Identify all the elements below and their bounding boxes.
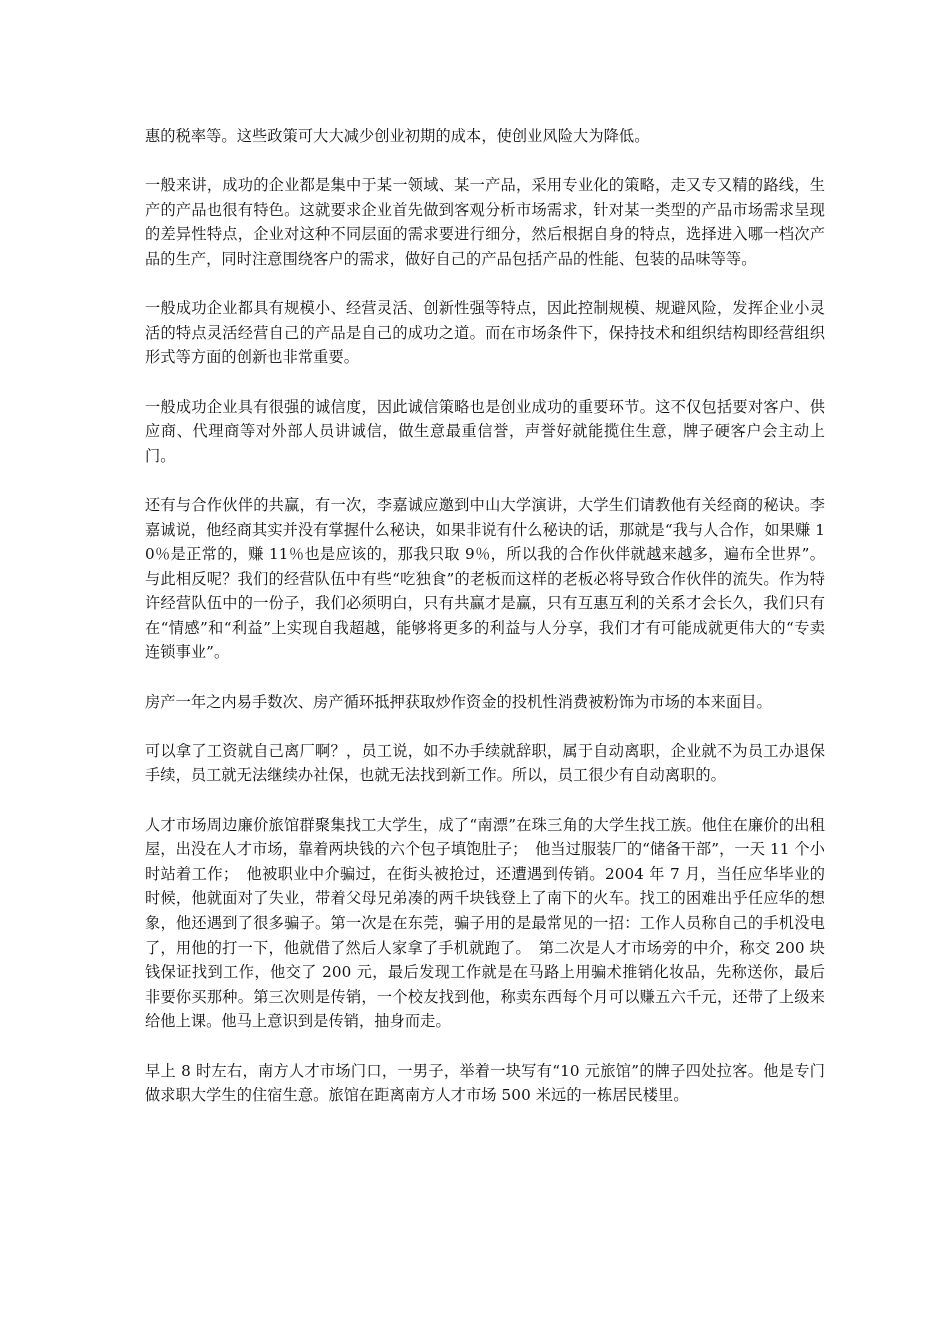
paragraph-specialization: 一般来讲，成功的企业都是集中于某一领域、某一产品，采用专业化的策略，走又专又精的路线，生产的产品也很有特色。这就要求企业首先做到客观分析市场需求，针对某一类型的产品市场需求呈现的差异性特点，企业对这种不同层面的需求要进行细分，然后根据自身的特点，选择进入哪一档次产品的生产，同时注意围绕客户的需求，做好自己的产品包括产品的性能、包装的品味等等。 [145,176,825,268]
paragraph-job-seekers: 人才市场周边廉价旅馆群聚集找工大学生，成了“南漂”在珠三角的大学生找工族。他住在廉价的出租屋，出没在人才市场，靠着两块钱的六个包子填饱肚子； 他当过服装厂的“储备干部”，一天 11 个小时站着工作； 他被职业中介骗过，在街头被抢过，还遭遇到传销。2004 年 7 月，当任应华毕业的时候，他就面对了失业，带着父母兄弟凑的两千块钱登上了南下的火车。找工的困难出乎任应华的想象，他还遇到了很多骗子。第一次是在东莞，骗子用的是最常见的一招：工作人员称自己的手机没电了，用他的打一下，他就借了然后人家拿了手机就跑了。 第二次是人才市场旁的中介，称交 200 块钱保证找到工作，他交了 200 元，最后发现工作就是在马路上用骗术推销化妆品，先称送你，最后非要你买那种。第三次则是传销，一个校友找到他，称卖东西每个月可以赚五六千元，还带了上级来给他上课。他马上意识到是传销，抽身而走。 [145,815,825,1031]
paragraph-partnership: 还有与合作伙伴的共赢，有一次，李嘉诚应邀到中山大学演讲，大学生们请教他有关经商的秘诀。李嘉诚说，他经商其实并没有掌握什么秘诀，如果非说有什么秘诀的话，那就是“我与人合作，如果赚 10％是正常的，赚 11％也是应该的，那我只取 9％，所以我的合作伙伴就越来越多，遍布全世界”。与此相反呢？我们的经营队伍中有些“吃独食”的老板而这样的老板必将导致合作伙伴的流失。作为特许经营队伍中的一份子，我们必须明白，只有共赢才是赢，只有互惠互利的关系才会长久，我们只有在“情感”和“利益”上实现自我超越，能够将更多的利益与人分享，我们才有可能成就更伟大的“专卖连锁事业”。 [145,495,825,662]
paragraph-flexibility: 一般成功企业都具有规模小、经营灵活、创新性强等特点，因此控制规模、规避风险，发挥企业小灵活的特点灵活经营自己的产品是自己的成功之道。而在市场条件下，保持技术和组织结构即经营组织形式等方面的创新也非常重要。 [145,299,825,367]
paragraph-resignation: 可以拿了工资就自己离厂啊？，员工说，如不办手续就辞职，属于自动离职，企业就不为员工办退保手续，员工就无法继续办社保，也就无法找到新工作。所以，员工很少有自动离职的。 [145,741,825,785]
paragraph-hostel: 早上 8 时左右，南方人才市场门口，一男子，举着一块写有“10 元旅馆”的牌子四处拉客。他是专门做求职大学生的住宿生意。旅馆在距离南方人才市场 500 米远的一栋居民楼里。 [145,1061,825,1105]
paragraph-real-estate: 房产一年之内易手数次、房产循环抵押获取炒作资金的投机性消费被粉饰为市场的本来面目。 [145,692,772,711]
paragraph-tax-policy: 惠的税率等。这些政策可大大减少创业初期的成本，使创业风险大为降低。 [145,127,650,145]
paragraph-integrity: 一般成功企业具有很强的诚信度，因此诚信策略也是创业成功的重要环节。这不仅包括要对客户、供应商、代理商等对外部人员讲诚信，做生意最重信誉，声誉好就能揽住生意，牌子硬客户会主动上门。 [145,397,825,465]
document-body [145,124,825,1132]
